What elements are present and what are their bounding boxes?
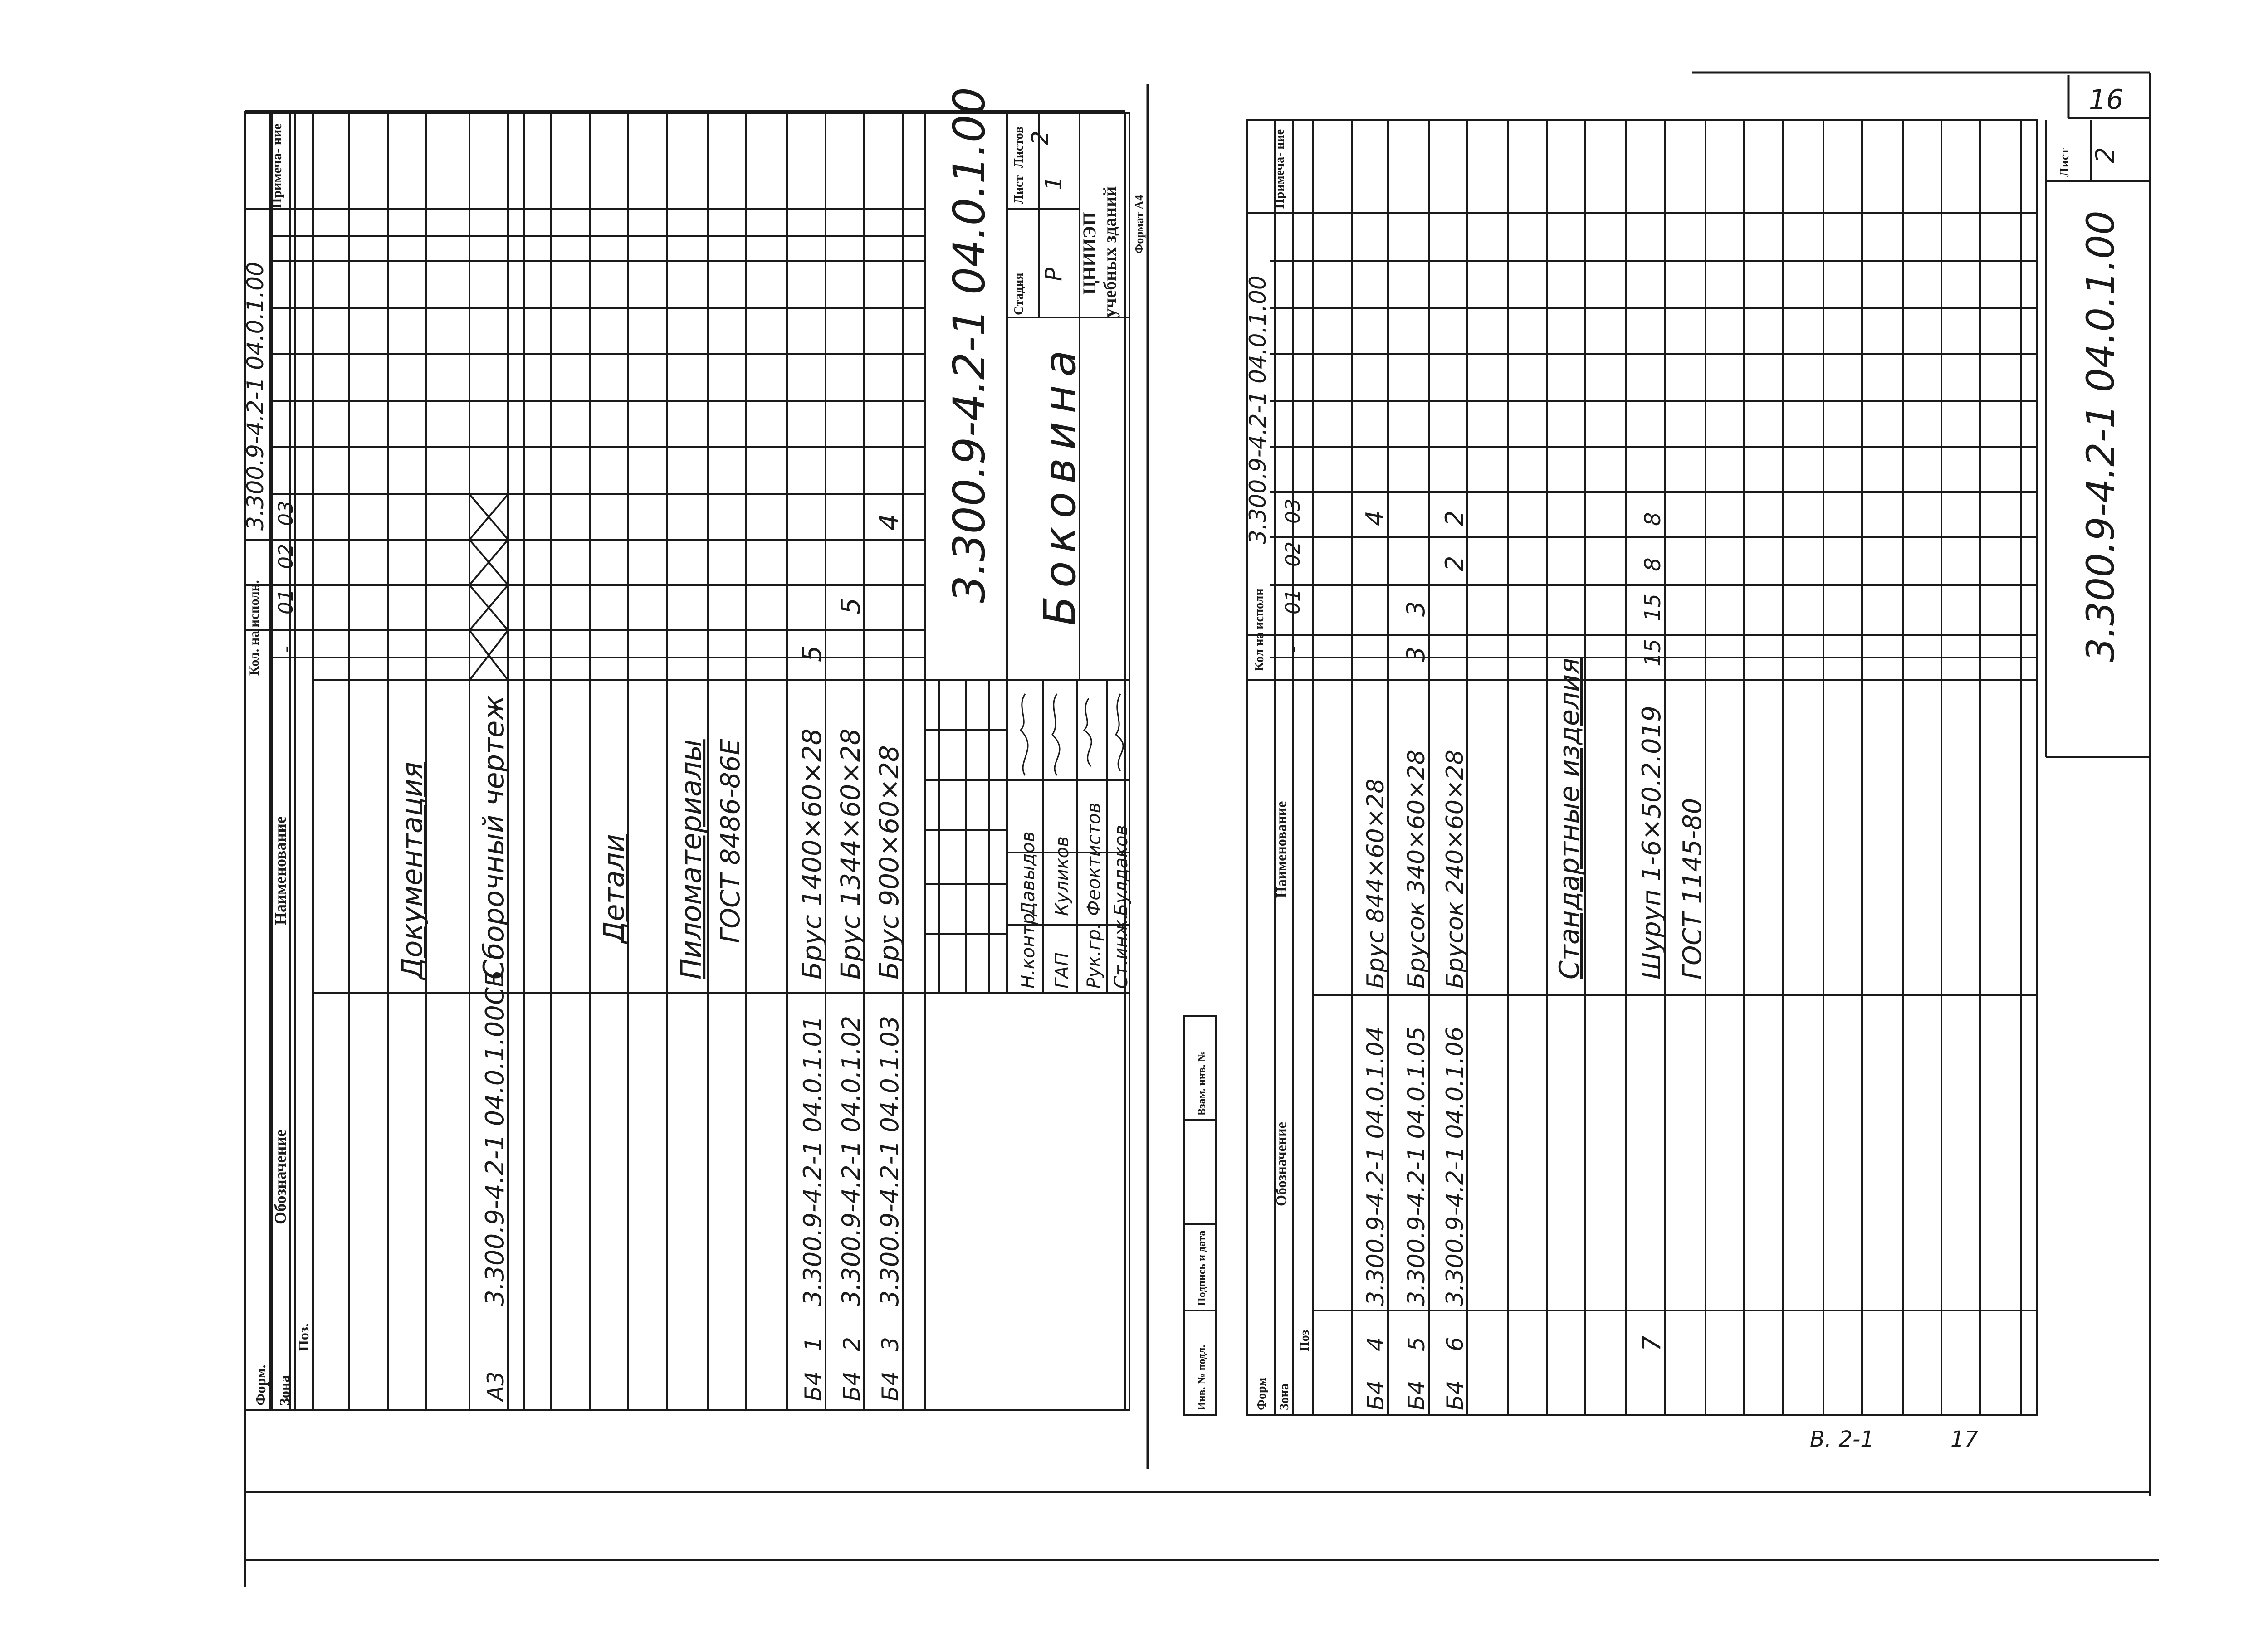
sheet1-row-1-format: А3 [483,1371,509,1401]
sheet1-x-marks [469,494,508,680]
sheet2-row-2-designation: 3.300.9-4.2-1 04.0.1.06 [1442,1026,1469,1306]
page-number-box [2068,75,2150,118]
sheet2-row-1-designation: 3.300.9-4.2-1 04.0.1.05 [1403,1026,1430,1306]
sheet1-stage-label: Стадия [1012,273,1026,315]
sheet2-row-5-q02: 8 [1640,557,1666,571]
sheet1-sheets-label: Листов [1012,126,1026,168]
sheet1-sheets: 2 [1027,131,1053,145]
sheet2-row-1-q00: 3 [1402,646,1430,662]
sig-role-1: ГАП [1052,952,1073,989]
sheet2-sheet-label: Лист [2058,148,2072,177]
sheet1-row-5-q00: 5 [797,645,827,662]
sheet2-qty-col-2: 02 [1281,541,1305,567]
sheet2-row-5-q03: 8 [1640,512,1666,526]
sheet2-hdr-qty: Кол на исполн [1252,588,1266,671]
sheet1-row-6-position: 2 [839,1337,865,1351]
sig-name-0: Давыдов [1018,831,1039,916]
sheet1-org-line1: ЦНИИЭП [1079,212,1100,295]
sheet2-hdr-position: Поз [1298,1330,1312,1351]
page-number: 16 [2089,84,2124,116]
sheet2-row-4-name: Шуруп 1-6×50.2.019 [1637,706,1667,979]
sheet1-stage: Р [1041,267,1067,281]
sheet1-row-6-designation: 3.300.9-4.2-1 04.0.1.02 [837,1015,865,1306]
sheet2-sheet-no: 2 [2091,147,2120,163]
sheet2-row-5-q00: 15 [1640,638,1666,667]
sheet1-hdr-zone: Зона [276,1375,293,1406]
stub-sign: Подпись и дата [1196,1230,1208,1306]
sheet2-qty-col-3: 03 [1281,498,1305,524]
sheet2-rows [1361,511,1707,1410]
sig-name-1: Куликов [1052,836,1073,916]
sheet1-row-7-name: Брус 900×60×28 [874,745,904,979]
sheet2-row-5-q01: 15 [1640,593,1666,621]
sheet2-row-1-name: Брусок 340×60×28 [1403,750,1430,989]
sheet2-headers [1245,129,1312,1410]
sheet2-row-5-name: ГОСТ 1145-80 [1678,798,1707,979]
sheet1-row-7-format: Б4 [877,1371,904,1401]
sig-role-3: Ст.инж. [1111,914,1132,989]
sheet2-qty-col-1: 01 [1281,589,1305,614]
sheet1-org-line2: учебных зданий [1100,186,1120,317]
sheet1-headers [242,123,312,1406]
sheet2-row-0-q03: 4 [1361,510,1389,526]
sheet2-row-0-format: Б4 [1363,1380,1389,1410]
sheet2-row-2-q03: 2 [1440,510,1469,526]
sheet1-row-6-q01: 5 [835,598,866,614]
sheet1-row-7-designation: 3.300.9-4.2-1 04.0.1.03 [875,1015,904,1306]
sheet2-hdr-designation: Обозначение [1273,1122,1289,1206]
sheet2-hdr-format: Форм [1255,1377,1269,1410]
sheet1-row-1-name: Сборочный чертеж [477,695,510,979]
sheet1-hdr-qty: Кол. на исполн. [247,580,262,676]
sheet2-sheet-box [2058,147,2123,662]
sheet1-hdr-note: Примеча- ние [269,123,284,209]
sheet2-row-2-name: Брусок 240×60×28 [1442,750,1469,989]
sheet2-row-2-format: Б4 [1442,1380,1468,1410]
sheet1-qty-col-0: - [274,646,298,653]
sheet2-row-1-format: Б4 [1403,1380,1430,1410]
sheet2-row-0-position: 4 [1363,1337,1389,1351]
sheet1-hdr-designation: Обозначение [271,1129,289,1224]
sheet2-stub [1184,1016,1216,1415]
sheet1-hdr-format: Форм. [252,1364,269,1406]
sheet1-qty-col-2: 02 [274,544,298,569]
sheet1-row-7-q03: 4 [874,514,904,531]
sheet1-rows [396,514,904,1403]
sheet1-qty-doc-label: 3.300.9-4.2-1 04.0.1.00 [242,262,269,531]
sig-name-3: Булдаков [1111,824,1132,916]
sheet2-hdr-name: Наименование [1273,801,1289,898]
sheet1-row-4-name: ГОСТ 8486-86Е [715,738,746,943]
sheet1-code: 3.300.9-4.2-1 04.0.1.00 [944,87,995,603]
sheet2-qty-doc-label: 3.300.9-4.2-1 04.0.1.00 [1245,275,1271,544]
stub-inv: Инв. № подл. [1196,1345,1208,1410]
sheet1-hdr-name: Наименование [271,816,289,925]
sheet2-row-0-name: Брус 844×60×28 [1362,778,1389,989]
sheet2-row-3-name: Стандартные изделия [1554,658,1585,979]
sheet2-row-0-designation: 3.300.9-4.2-1 04.0.1.04 [1362,1026,1389,1306]
sheet1-row-6-name: Брус 1344×60×28 [835,728,866,979]
sheet1-row-2-name: Детали [597,834,631,943]
sheet1-qty-col-1: 01 [274,589,298,614]
sheet1-row-3-name: Пиломатериалы [675,739,708,979]
sheet1-format: Формат А4 [1133,195,1146,254]
sig-role-0: Н.контр. [1018,907,1039,989]
signature-scribbles [1021,694,1123,775]
sig-name-2: Феоктистов [1084,802,1105,916]
sheet1-row-1-designation: 3.300.9-4.2-1 04.0.1.00СБ [480,970,510,1306]
sheet1-row-5-name: Брус 1400×60×28 [797,728,827,979]
sheet2-row-5-position: 7 [1637,1335,1666,1351]
sheet2-row-1-position: 5 [1403,1337,1430,1351]
sheet1-hdr-position: Поз. [295,1323,312,1351]
footer [1810,1427,1979,1452]
sheet1-row-5-designation: 3.300.9-4.2-1 04.0.1.01 [798,1015,827,1306]
sheet2-qty-col-0: - [1281,646,1305,653]
footer-note: В. 2-1 [1810,1427,1874,1452]
sheet2-code: 3.300.9-4.2-1 04.0.1.00 [2078,210,2123,662]
sheet1-row-7-position: 3 [877,1337,904,1351]
sig-role-2: Рук.гр. [1084,923,1105,989]
sheet2-hdr-zone: Зона [1277,1384,1291,1410]
sheet1-sheet: 1 [1041,176,1067,190]
sheet1-row-6-format: Б4 [839,1371,865,1401]
sheet1-title: Боковина [1035,342,1085,626]
sheet1-sheet-label: Лист [1012,175,1026,204]
footer-page: 17 [1950,1427,1979,1452]
stub-inv2: Взам. инв. № [1196,1051,1208,1116]
sheet2-row-2-position: 6 [1442,1337,1468,1351]
sheet1-row-5-format: Б4 [800,1371,826,1401]
sheet2-row-1-q01: 3 [1402,601,1430,617]
sheet1-row-5-position: 1 [800,1337,826,1351]
sheet1-row-0-name: Документация [396,762,429,979]
sheet2-row-2-q02: 2 [1440,555,1469,571]
sheet1-qty-col-3: 03 [274,501,298,526]
sheet2-hdr-note: Примеча- ние [1273,129,1287,209]
